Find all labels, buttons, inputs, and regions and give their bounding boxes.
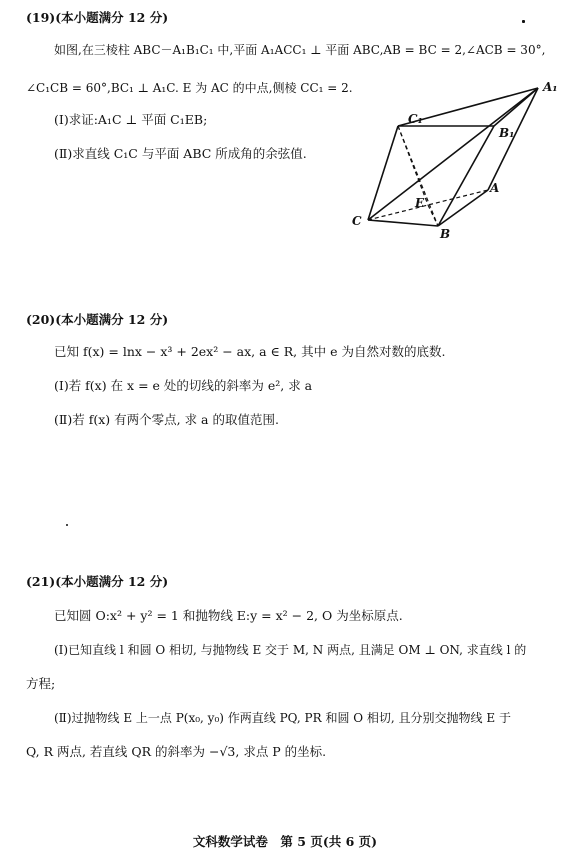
question-21-header: (21)(本小题满分 12 分) [26, 574, 169, 589]
question-21-part-2-line-1: (Ⅱ)过抛物线 E 上一点 P(x₀, y₀) 作两直线 PQ, PR 和圆 O 相切, 且分别交抛物线 E 于 [54, 711, 511, 725]
question-19-part-2: (Ⅱ)求直线 C₁C 与平面 ABC 所成角的余弦值. [54, 146, 307, 161]
question-19-stem-line-1: 如图,在三棱柱 ABC－A₁B₁C₁ 中,平面 A₁ACC₁ ⊥ 平面 ABC,AB = BC = 2,∠ACB = 30°, [54, 43, 546, 57]
question-20-part-2: (Ⅱ)若 f(x) 有两个零点, 求 a 的取值范围. [54, 412, 279, 427]
prism-figure [340, 80, 560, 240]
question-20-stem: 已知 f(x) = lnx − x³ + 2ex² − ax, a ∈ R, 其中 e 为自然对数的底数. [54, 344, 446, 359]
edge-cc1 [368, 126, 398, 220]
ink-mark [522, 20, 525, 23]
question-20-part-1: (Ⅰ)若 f(x) 在 x = e 处的切线的斜率为 e², 求 a [54, 378, 313, 393]
question-19-header: (19)(本小题满分 12 分) [26, 10, 169, 25]
label-C1: C₁ [408, 112, 423, 126]
edge-b1b [438, 126, 494, 226]
label-A: A [490, 181, 500, 195]
edge-cb [368, 220, 438, 226]
label-C: C [352, 214, 362, 228]
question-21-part-1-line-2: 方程; [26, 676, 56, 691]
label-B1: B₁ [499, 126, 515, 140]
label-A1: A₁ [543, 80, 558, 94]
question-21-part-2-line-2: Q, R 两点, 若直线 QR 的斜率为 −√3, 求点 P 的坐标. [26, 744, 327, 759]
question-19-part-1: (Ⅰ)求证:A₁C ⊥ 平面 C₁EB; [54, 112, 208, 127]
ink-speck [66, 524, 68, 526]
question-19-stem-line-2: ∠C₁CB = 60°,BC₁ ⊥ A₁C. E 为 AC 的中点,侧棱 CC₁ = 2. [26, 81, 353, 95]
question-21-stem: 已知圆 O:x² + y² = 1 和抛物线 E:y = x² − 2, O 为坐标原点. [54, 608, 403, 623]
question-20-header: (20)(本小题满分 12 分) [26, 312, 169, 327]
label-E: E [415, 196, 425, 210]
page-footer: 文科数学试卷 第 5 页(共 6 页) [192, 834, 378, 849]
label-B: B [440, 227, 451, 241]
edge-ba [438, 190, 488, 226]
hidden-edge-eb [428, 205, 438, 226]
question-21-part-1-line-1: (Ⅰ)已知直线 l 和圆 O 相切, 与抛物线 E 交于 M, N 两点, 且满足 OM ⊥ ON, 求直线 l 的 [54, 643, 527, 657]
